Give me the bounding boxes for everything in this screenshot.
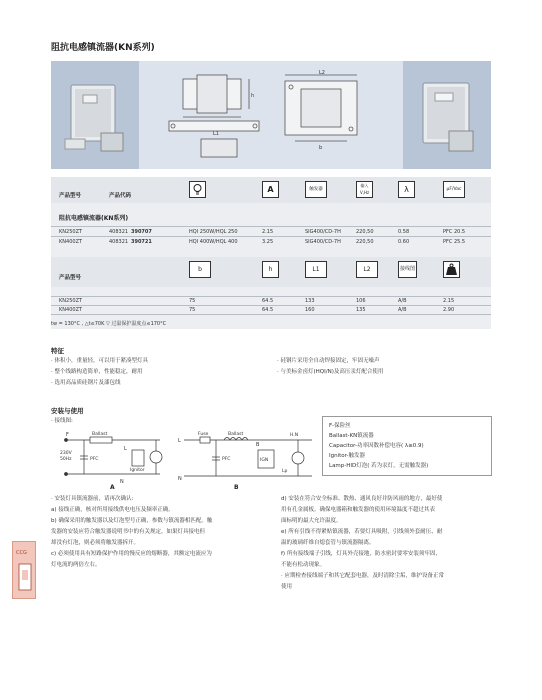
cell-code-prefix: 408321 bbox=[109, 229, 129, 235]
cell-model: KN250ZT bbox=[59, 229, 83, 235]
diagram-b-label: B bbox=[234, 484, 239, 491]
label-n: N bbox=[120, 479, 124, 485]
weight-icon bbox=[443, 261, 460, 278]
note-line: 却没有灯泡，则必须将触发器拆开。 bbox=[51, 540, 140, 546]
input-voltage-icon: 输入 V,Hz bbox=[356, 181, 373, 198]
cell-code-suffix: 390707 bbox=[131, 229, 152, 235]
features-title: 特征 bbox=[51, 347, 64, 355]
legend-item: Ballast-KN镇流器 bbox=[329, 433, 374, 439]
cell-l1: 160 bbox=[305, 307, 315, 313]
note-line: a) 接线正确，核对所用接线供电电压及频率正确。 bbox=[51, 507, 174, 513]
note-line: e) 所有引线不得紧贴镇流器，若要灯具吸附，引线须外套耐压、耐 bbox=[281, 529, 443, 535]
feature-item: · 硅钢片采用全自动焊接固定，牢固无噪声 bbox=[277, 358, 380, 364]
note-line: 用有孔金属板。确保电器箱和触发器的使用环境温度不超过其表 bbox=[281, 507, 436, 513]
note-line: 使用 bbox=[281, 584, 293, 590]
dim-l2-label: L2 bbox=[319, 70, 325, 76]
cell-weight: 2.15 bbox=[443, 298, 455, 304]
cell-voltage: 220,50 bbox=[356, 229, 374, 235]
cell-trigger: SIG400/CD-7H bbox=[305, 229, 341, 235]
cell-model: KN400ZT bbox=[59, 239, 83, 245]
label-lp: Lp bbox=[282, 469, 288, 474]
cell-current: 3.25 bbox=[262, 239, 274, 245]
diagram-a-label: A bbox=[110, 484, 115, 491]
col-code-header: 产品代码 bbox=[109, 193, 132, 199]
label-l: L bbox=[178, 438, 181, 444]
group-title: 阻抗电感镇流器(KN系列) bbox=[59, 215, 129, 222]
label-ign: IGN bbox=[260, 458, 269, 463]
side-category-tab[interactable] bbox=[12, 541, 36, 599]
dim-h-label: h bbox=[251, 93, 255, 99]
cell-pf: 0.60 bbox=[398, 239, 410, 245]
cell-wiring: A/B bbox=[398, 298, 407, 304]
dim-b-label: b bbox=[319, 145, 323, 151]
label-f: F bbox=[66, 432, 69, 438]
cell-current: 2.15 bbox=[262, 229, 274, 235]
cell-h: 64.5 bbox=[262, 307, 274, 313]
cell-lamp: HQI 250W/HQL 250 bbox=[189, 229, 238, 235]
row-divider bbox=[51, 305, 491, 306]
product-hero-band bbox=[51, 61, 491, 169]
page-title: 阻抗电感镇流器(KN系列) bbox=[51, 43, 155, 53]
row-divider bbox=[51, 296, 491, 297]
note-line: · 安装灯具镇流器前，请再次确认: bbox=[51, 496, 134, 502]
lamp-icon bbox=[189, 181, 206, 198]
features-left bbox=[51, 356, 271, 389]
install-notes-right bbox=[281, 494, 495, 593]
length-l1-icon: L1 bbox=[305, 261, 327, 278]
cell-trigger: SIG400/CD-7H bbox=[305, 239, 341, 245]
note-line: f) 所有接线端子引线，灯具外壳接地，防水密封要零安装须牢固， bbox=[281, 551, 441, 557]
feature-item: · 体积小，重量轻，可以用于紧凑型灯具 bbox=[51, 358, 148, 364]
dim-l1-label: L1 bbox=[213, 131, 219, 137]
wiring-diagram-b bbox=[178, 430, 318, 486]
spec-table bbox=[51, 177, 491, 329]
cell-h: 64.5 bbox=[262, 298, 274, 304]
trigger-icon: 触发器 bbox=[305, 181, 327, 198]
dimension-drawing bbox=[161, 67, 371, 165]
note-line: d) 安装在符合安全标准、散热、通风良好并防风雨的地方，最好使 bbox=[281, 496, 443, 502]
note-line: 发器的安装应符合触发器说明书中的有关规定，如果灯具接电但 bbox=[51, 529, 206, 535]
label-ballast: Ballast bbox=[228, 432, 244, 437]
row-divider bbox=[51, 236, 491, 237]
install-notes-left bbox=[51, 494, 277, 571]
legend-item: F-保险丝 bbox=[329, 423, 351, 429]
label-fuse: Fuse bbox=[198, 432, 209, 437]
cell-code-suffix: 390721 bbox=[131, 239, 152, 245]
cell-l2: 135 bbox=[356, 307, 366, 313]
wiring-diagram-a bbox=[60, 430, 170, 486]
label-hn: H.N bbox=[290, 433, 299, 438]
side-tab-label: CCG bbox=[16, 550, 27, 556]
note-line: 灯电流的两倍左右。 bbox=[51, 562, 101, 568]
cell-l2: 106 bbox=[356, 298, 366, 304]
cell-code-prefix: 408321 bbox=[109, 239, 129, 245]
ballast-photo-right bbox=[403, 61, 491, 169]
label-voltage: 230V bbox=[60, 451, 72, 456]
cell-model: KN400ZT bbox=[59, 307, 83, 313]
cell-model: KN250ZT bbox=[59, 298, 83, 304]
cell-voltage: 220,50 bbox=[356, 239, 374, 245]
legend-item: Lamp-HID灯泡( 若为汞灯，无需触发器) bbox=[329, 463, 429, 469]
cell-cap: PFC 25.5 bbox=[443, 239, 466, 245]
cell-b: 75 bbox=[189, 307, 196, 313]
features-right bbox=[277, 356, 492, 378]
label-ignitor: Ignitor bbox=[130, 468, 145, 473]
feature-item: · 整个线路构造简单，性能稳定，耐用 bbox=[51, 369, 143, 375]
power-factor-icon: λ bbox=[398, 181, 415, 198]
cell-wiring: A/B bbox=[398, 307, 407, 313]
cell-cap: PFC 20.5 bbox=[443, 229, 466, 235]
legend-item: Ignitor-触发器 bbox=[329, 453, 366, 459]
ballast-photo-left bbox=[51, 61, 139, 169]
label-ballast: Ballast bbox=[92, 432, 108, 437]
row-divider bbox=[51, 314, 491, 315]
temperature-note: tw = 130°C , △t≤70K ▽ 过温保护温度点≤170°C bbox=[51, 321, 167, 327]
note-line: c) 必须使用具有短路保护作用的慢反应的熔断器，其额定电流应为 bbox=[51, 551, 212, 557]
row-divider bbox=[51, 226, 491, 227]
width-b-icon: b bbox=[189, 261, 211, 278]
label-frequency: 50Hz bbox=[60, 457, 72, 462]
cell-weight: 2.90 bbox=[443, 307, 455, 313]
col-model-header: 产品型号 bbox=[59, 193, 82, 199]
length-l2-icon: L2 bbox=[356, 261, 378, 278]
label-pfc: PFC bbox=[90, 457, 99, 462]
capacitor-icon: μF/Vac bbox=[443, 181, 465, 198]
cell-b: 75 bbox=[189, 298, 196, 304]
label-b: B bbox=[256, 442, 260, 448]
cell-pf: 0.58 bbox=[398, 229, 410, 235]
height-h-icon: h bbox=[262, 261, 279, 278]
wiring-subtitle: · 接线图: bbox=[51, 418, 73, 424]
label-l: L bbox=[124, 446, 127, 452]
wiring-legend bbox=[322, 416, 492, 476]
cell-lamp: HQI 400W/HQL 400 bbox=[189, 239, 238, 245]
current-icon: A bbox=[262, 181, 279, 198]
note-line: 不能有松动现象。 bbox=[281, 562, 326, 568]
note-line: b) 确保采用的触发器以及灯泡型号正确，参数与镇流器相匹配。触 bbox=[51, 518, 213, 524]
label-pfc: PFC bbox=[222, 457, 231, 462]
note-line: · 应期检查接线端子和其它配套电器，及时清除尘垢，维护设备正常 bbox=[281, 573, 444, 579]
note-line: 温的玻璃纤维自熄套管与镇流器隔离。 bbox=[281, 540, 375, 546]
ballast-thumb-icon bbox=[17, 562, 33, 594]
note-line: 面标明的最大允许温度。 bbox=[281, 518, 342, 524]
install-title: 安装与使用 bbox=[51, 407, 84, 415]
legend-item: Capacitor-功率因数补偿电容( λ≥0.9) bbox=[329, 443, 424, 449]
cell-l1: 133 bbox=[305, 298, 315, 304]
label-n: N bbox=[178, 476, 182, 482]
feature-item: · 选用高品质硅钢片及漆包线 bbox=[51, 380, 121, 386]
wiring-diagram-icon: 接线图 bbox=[398, 261, 417, 278]
col-model-header-2: 产品型号 bbox=[59, 275, 82, 281]
feature-item: · 与美标金卤灯(HQI/N)及高压汞灯配合使用 bbox=[277, 369, 384, 375]
